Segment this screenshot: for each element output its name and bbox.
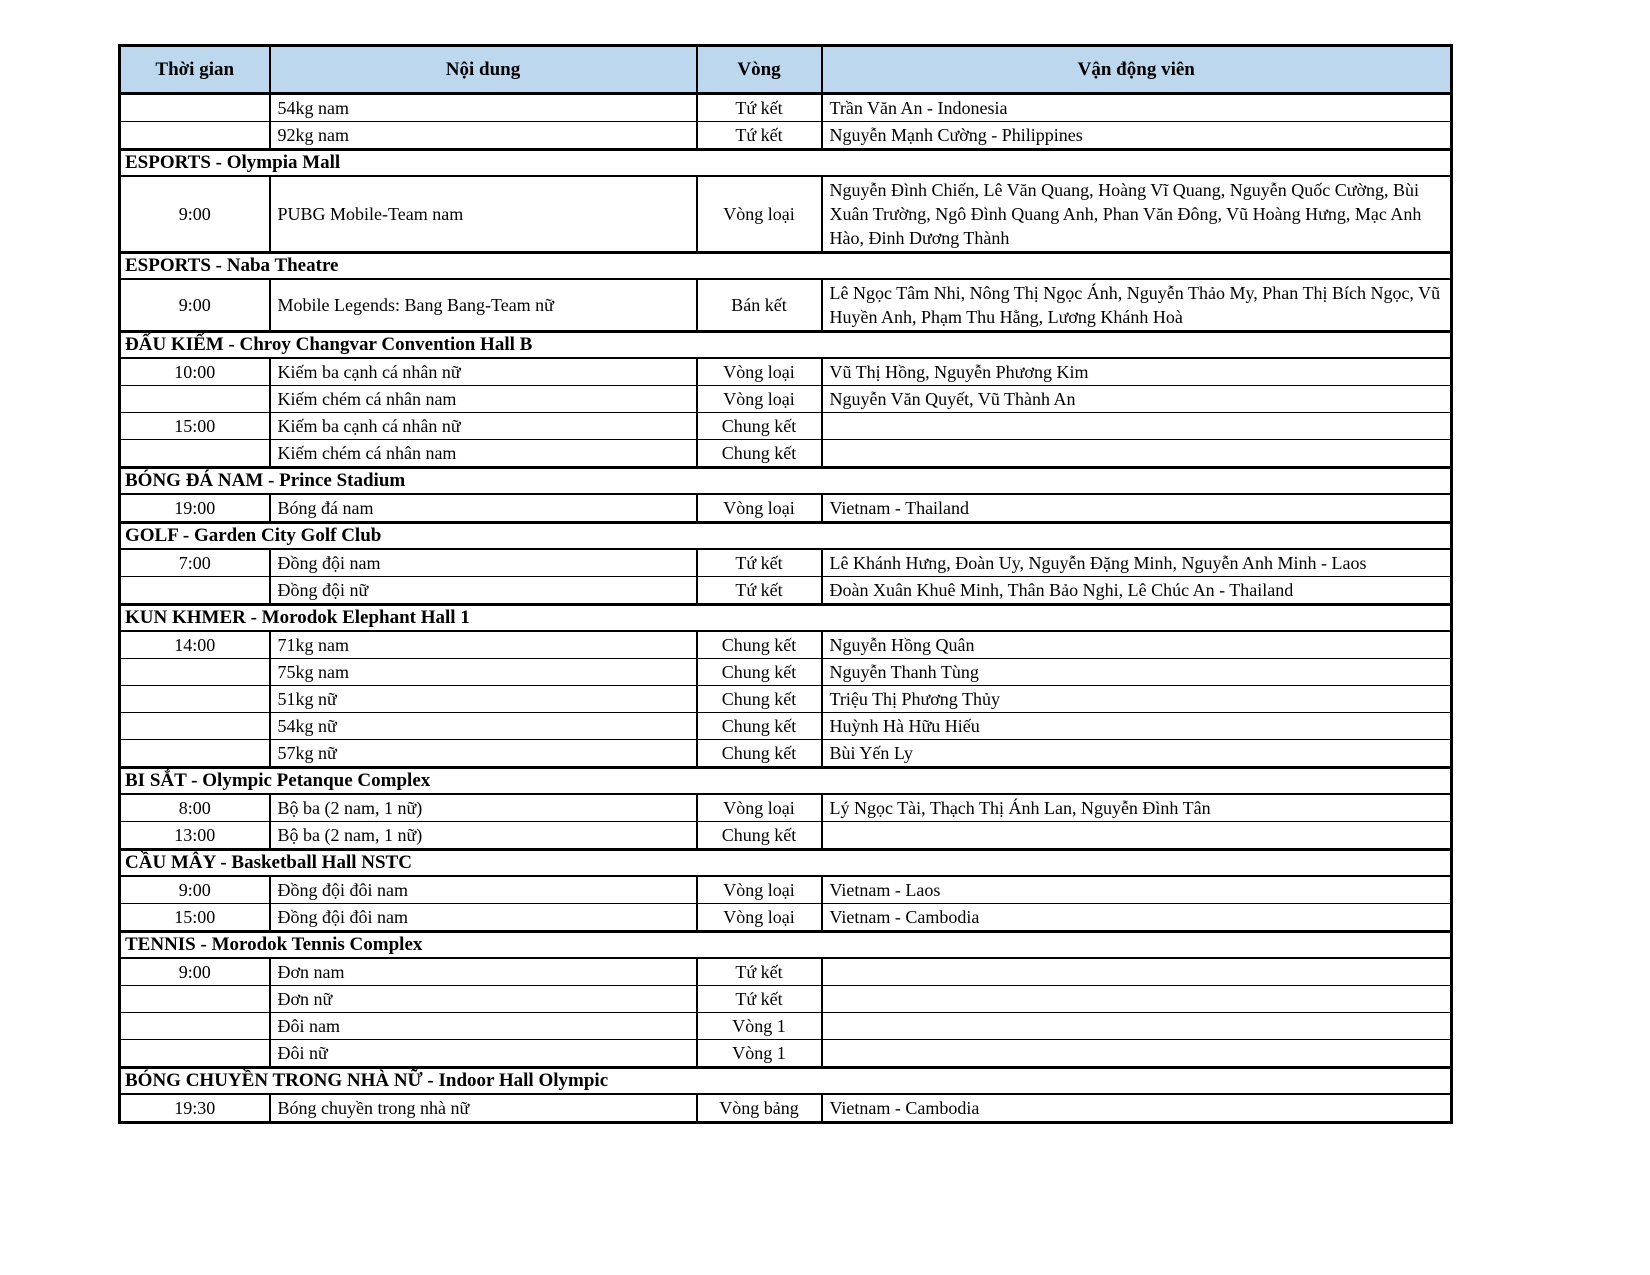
event-cell: 57kg nữ <box>270 740 697 768</box>
athletes-cell <box>822 822 1452 850</box>
athletes-cell <box>822 440 1452 468</box>
section-row <box>120 850 1452 877</box>
round-cell: Chung kết <box>697 686 822 713</box>
table-row <box>120 577 1452 605</box>
round-cell: Chung kết <box>697 413 822 440</box>
table-row <box>120 279 1452 332</box>
round-cell: Vòng loại <box>697 494 822 523</box>
table-row <box>120 413 1452 440</box>
round-cell: Chung kết <box>697 631 822 659</box>
event-cell: Kiếm chém cá nhân nam <box>270 440 697 468</box>
time-cell <box>120 686 270 713</box>
section-title: ESPORTS - Olympia Mall <box>120 150 1452 177</box>
athletes-cell: Bùi Yến Ly <box>822 740 1452 768</box>
table-body <box>120 94 1452 1123</box>
event-cell: 51kg nữ <box>270 686 697 713</box>
section-row <box>120 468 1452 495</box>
time-cell <box>120 740 270 768</box>
round-cell: Chung kết <box>697 440 822 468</box>
section-row <box>120 932 1452 959</box>
table-row <box>120 494 1452 523</box>
athletes-cell: Đoàn Xuân Khuê Minh, Thân Bảo Nghi, Lê Chúc An - Thailand <box>822 577 1452 605</box>
athletes-cell: Vietnam - Cambodia <box>822 1094 1452 1123</box>
round-cell: Vòng loại <box>697 386 822 413</box>
section-row <box>120 768 1452 795</box>
time-cell <box>120 659 270 686</box>
round-cell: Vòng loại <box>697 904 822 932</box>
time-cell <box>120 440 270 468</box>
table-row <box>120 876 1452 904</box>
time-cell <box>120 386 270 413</box>
event-cell: Bộ ba (2 nam, 1 nữ) <box>270 822 697 850</box>
event-cell: Đơn nữ <box>270 986 697 1013</box>
time-cell: 15:00 <box>120 904 270 932</box>
section-title: TENNIS - Morodok Tennis Complex <box>120 932 1452 959</box>
event-cell: Kiếm ba cạnh cá nhân nữ <box>270 413 697 440</box>
time-cell <box>120 94 270 122</box>
table-row <box>120 958 1452 986</box>
event-cell: Đồng đội đôi nam <box>270 876 697 904</box>
athletes-cell <box>822 986 1452 1013</box>
table-row <box>120 549 1452 577</box>
time-cell: 7:00 <box>120 549 270 577</box>
section-title: ĐẤU KIẾM - Chroy Changvar Convention Hall B <box>120 332 1452 359</box>
section-row <box>120 1068 1452 1095</box>
event-cell: Bóng chuyền trong nhà nữ <box>270 1094 697 1123</box>
section-title: BÓNG CHUYỀN TRONG NHÀ NỮ - Indoor Hall Olympic <box>120 1068 1452 1095</box>
athletes-cell: Vietnam - Cambodia <box>822 904 1452 932</box>
round-cell: Tứ kết <box>697 122 822 150</box>
round-cell: Tứ kết <box>697 549 822 577</box>
time-cell: 13:00 <box>120 822 270 850</box>
section-title: BI SẮT - Olympic Petanque Complex <box>120 768 1452 795</box>
table-row <box>120 740 1452 768</box>
athletes-cell <box>822 1013 1452 1040</box>
event-cell: 54kg nam <box>270 94 697 122</box>
table-row <box>120 631 1452 659</box>
time-cell: 9:00 <box>120 958 270 986</box>
athletes-cell: Lê Ngọc Tâm Nhi, Nông Thị Ngọc Ánh, Nguyễn Thảo My, Phan Thị Bích Ngọc, Vũ Huyền Anh, Phạm Thu Hằng, Lương Khánh Hoà <box>822 279 1452 332</box>
round-cell: Tứ kết <box>697 577 822 605</box>
athletes-cell: Huỳnh Hà Hữu Hiếu <box>822 713 1452 740</box>
column-header-time: Thời gian <box>120 46 270 94</box>
athletes-cell: Vietnam - Laos <box>822 876 1452 904</box>
athletes-cell: Vũ Thị Hồng, Nguyễn Phương Kim <box>822 358 1452 386</box>
athletes-cell: Vietnam - Thailand <box>822 494 1452 523</box>
athletes-cell: Lê Khánh Hưng, Đoàn Uy, Nguyễn Đặng Minh, Nguyễn Anh Minh - Laos <box>822 549 1452 577</box>
time-cell: 9:00 <box>120 176 270 253</box>
athletes-cell: Nguyễn Thanh Tùng <box>822 659 1452 686</box>
time-cell: 9:00 <box>120 876 270 904</box>
table-row <box>120 386 1452 413</box>
round-cell: Chung kết <box>697 659 822 686</box>
table-row <box>120 440 1452 468</box>
time-cell <box>120 986 270 1013</box>
table-row <box>120 122 1452 150</box>
table-row <box>120 176 1452 253</box>
table-row <box>120 713 1452 740</box>
event-cell: Đôi nam <box>270 1013 697 1040</box>
event-cell: 71kg nam <box>270 631 697 659</box>
time-cell: 9:00 <box>120 279 270 332</box>
round-cell: Vòng bảng <box>697 1094 822 1123</box>
athletes-cell: Nguyễn Mạnh Cường - Philippines <box>822 122 1452 150</box>
time-cell <box>120 577 270 605</box>
event-cell: Mobile Legends: Bang Bang-Team nữ <box>270 279 697 332</box>
section-title: ESPORTS - Naba Theatre <box>120 253 1452 280</box>
round-cell: Bán kết <box>697 279 822 332</box>
round-cell: Tứ kết <box>697 94 822 122</box>
athletes-cell: Nguyễn Đình Chiến, Lê Văn Quang, Hoàng Vĩ Quang, Nguyễn Quốc Cường, Bùi Xuân Trường, Ngô Đình Quang Anh, Phan Văn Đông, Vũ Hoàng Hưng, Mạc Anh Hào, Đinh Dương Thành <box>822 176 1452 253</box>
time-cell <box>120 1040 270 1068</box>
table-header <box>120 46 1452 94</box>
event-cell: Bóng đá nam <box>270 494 697 523</box>
time-cell: 10:00 <box>120 358 270 386</box>
event-cell: Bộ ba (2 nam, 1 nữ) <box>270 794 697 822</box>
athletes-cell: Nguyễn Văn Quyết, Vũ Thành An <box>822 386 1452 413</box>
section-row <box>120 150 1452 177</box>
section-title: BÓNG ĐÁ NAM - Prince Stadium <box>120 468 1452 495</box>
round-cell: Vòng loại <box>697 176 822 253</box>
time-cell <box>120 1013 270 1040</box>
section-row <box>120 523 1452 550</box>
time-cell <box>120 122 270 150</box>
round-cell: Chung kết <box>697 713 822 740</box>
event-cell: 92kg nam <box>270 122 697 150</box>
time-cell: 14:00 <box>120 631 270 659</box>
event-cell: Đơn nam <box>270 958 697 986</box>
column-header-athletes: Vận động viên <box>822 46 1452 94</box>
event-cell: Đôi nữ <box>270 1040 697 1068</box>
table-row <box>120 1013 1452 1040</box>
schedule-table <box>118 44 1453 1124</box>
section-row <box>120 332 1452 359</box>
section-title: CẦU MÂY - Basketball Hall NSTC <box>120 850 1452 877</box>
table-row <box>120 358 1452 386</box>
athletes-cell: Nguyễn Hồng Quân <box>822 631 1452 659</box>
round-cell: Vòng 1 <box>697 1013 822 1040</box>
table-row <box>120 822 1452 850</box>
table-row <box>120 794 1452 822</box>
round-cell: Vòng loại <box>697 358 822 386</box>
athletes-cell: Lý Ngọc Tài, Thạch Thị Ánh Lan, Nguyễn Đình Tân <box>822 794 1452 822</box>
event-cell: Kiếm ba cạnh cá nhân nữ <box>270 358 697 386</box>
column-header-round: Vòng <box>697 46 822 94</box>
athletes-cell <box>822 413 1452 440</box>
round-cell: Vòng loại <box>697 876 822 904</box>
time-cell: 8:00 <box>120 794 270 822</box>
event-cell: Kiếm chém cá nhân nam <box>270 386 697 413</box>
round-cell: Vòng loại <box>697 794 822 822</box>
event-cell: 75kg nam <box>270 659 697 686</box>
event-cell: Đồng đội đôi nam <box>270 904 697 932</box>
event-cell: 54kg nữ <box>270 713 697 740</box>
section-title: GOLF - Garden City Golf Club <box>120 523 1452 550</box>
section-row <box>120 253 1452 280</box>
table-row <box>120 904 1452 932</box>
table-row <box>120 94 1452 122</box>
table-row <box>120 1040 1452 1068</box>
event-cell: Đồng đội nữ <box>270 577 697 605</box>
section-title: KUN KHMER - Morodok Elephant Hall 1 <box>120 605 1452 632</box>
table-row <box>120 1094 1452 1123</box>
event-cell: PUBG Mobile-Team nam <box>270 176 697 253</box>
round-cell: Tứ kết <box>697 958 822 986</box>
column-header-event: Nội dung <box>270 46 697 94</box>
athletes-cell <box>822 1040 1452 1068</box>
athletes-cell: Triệu Thị Phương Thủy <box>822 686 1452 713</box>
table-row <box>120 659 1452 686</box>
round-cell: Tứ kết <box>697 986 822 1013</box>
time-cell: 19:30 <box>120 1094 270 1123</box>
round-cell: Vòng 1 <box>697 1040 822 1068</box>
round-cell: Chung kết <box>697 822 822 850</box>
table-row <box>120 686 1452 713</box>
athletes-cell: Trần Văn An - Indonesia <box>822 94 1452 122</box>
time-cell: 19:00 <box>120 494 270 523</box>
time-cell <box>120 713 270 740</box>
event-cell: Đồng đội nam <box>270 549 697 577</box>
table-row <box>120 986 1452 1013</box>
round-cell: Chung kết <box>697 740 822 768</box>
section-row <box>120 605 1452 632</box>
header-row <box>120 46 1452 94</box>
time-cell: 15:00 <box>120 413 270 440</box>
athletes-cell <box>822 958 1452 986</box>
